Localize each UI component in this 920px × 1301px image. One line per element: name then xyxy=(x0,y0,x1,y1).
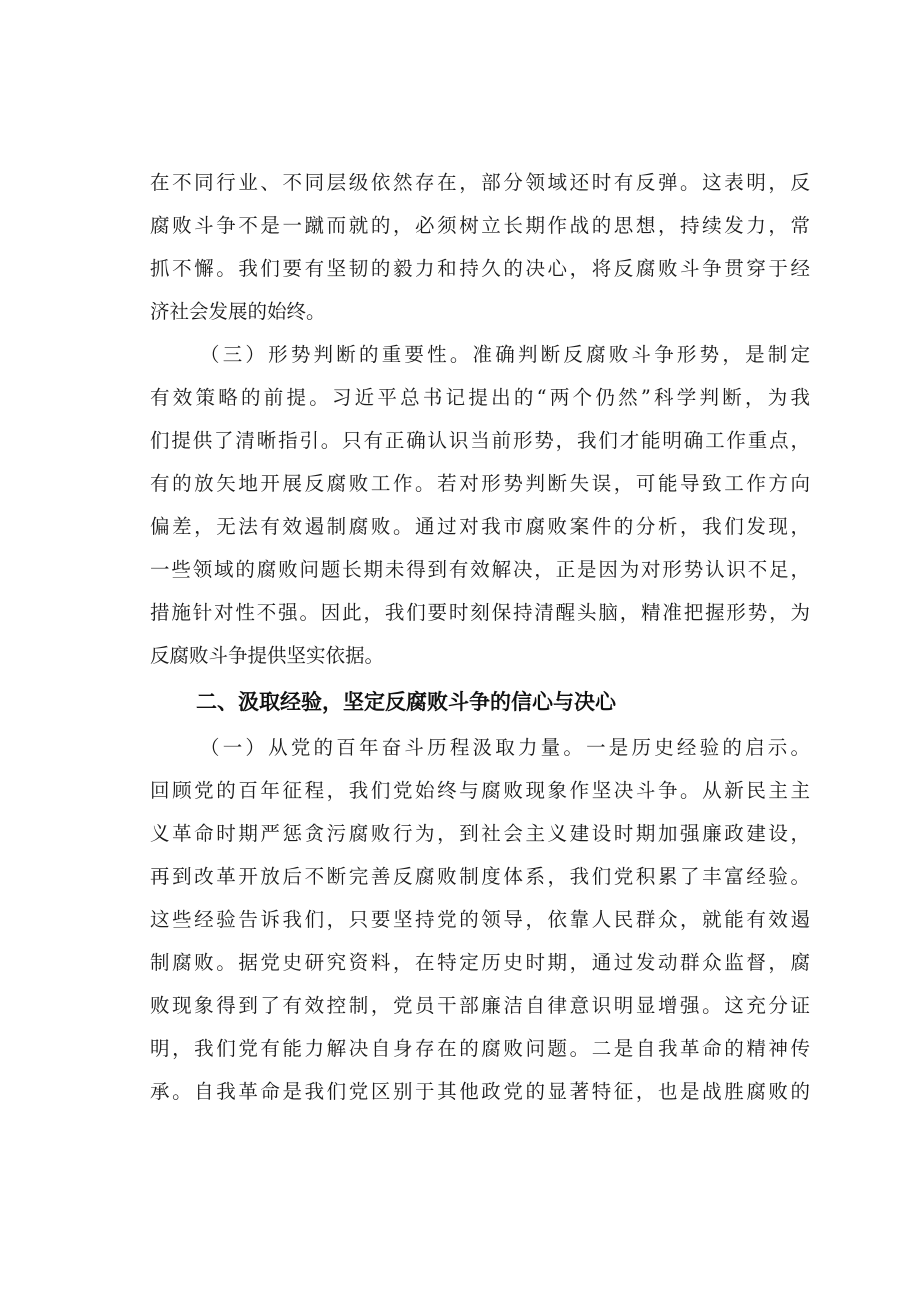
paragraph-line: 义革命时期严惩贪污腐败行为，到社会主义建设时期加强廉政建设， xyxy=(150,822,810,845)
paragraph-line: 承。自我革命是我们党区别于其他政党的显著特征，也是战胜腐败的 xyxy=(150,1080,810,1103)
paragraph-line: 在不同行业、不同层级依然存在，部分领域还时有反弹。这表明，反 xyxy=(150,171,810,194)
section-heading: 二、汲取经验，坚定反腐败斗争的信心与决心 xyxy=(196,690,616,714)
paragraph-line: （一）从党的百年奋斗历程汲取力量。一是历史经验的启示。 xyxy=(200,736,810,759)
paragraph-line: 偏差，无法有效遏制腐败。通过对我市腐败案件的分析，我们发现， xyxy=(150,515,810,538)
paragraph-line: 反腐败斗争提供坚实依据。 xyxy=(150,644,385,667)
paragraph-line: （三）形势判断的重要性。准确判断反腐败斗争形势，是制定 xyxy=(200,343,810,366)
paragraph-line: 济社会发展的始终。 xyxy=(150,300,326,323)
paragraph-line: 有的放矢地开展反腐败工作。若对形势判断失误，可能导致工作方向 xyxy=(150,472,810,495)
paragraph-line: 们提供了清晰指引。只有正确认识当前形势，我们才能明确工作重点， xyxy=(150,429,810,452)
paragraph-line: 抓不懈。我们要有坚韧的毅力和持久的决心，将反腐败斗争贯穿于经 xyxy=(150,257,810,280)
paragraph-line: 这些经验告诉我们，只要坚持党的领导，依靠人民群众，就能有效遏 xyxy=(150,908,810,931)
paragraph-line: 一些领域的腐败问题长期未得到有效解决，正是因为对形势认识不足， xyxy=(150,558,810,581)
paragraph-line: 回顾党的百年征程，我们党始终与腐败现象作坚决斗争。从新民主主 xyxy=(150,779,810,802)
paragraph-line: 腐败斗争不是一蹴而就的，必须树立长期作战的思想，持续发力，常 xyxy=(150,214,810,237)
paragraph-line: 再到改革开放后不断完善反腐败制度体系，我们党积累了丰富经验。 xyxy=(150,865,810,888)
paragraph-line: 败现象得到了有效控制，党员干部廉洁自律意识明显增强。这充分证 xyxy=(150,994,810,1017)
paragraph-line: 措施针对性不强。因此，我们要时刻保持清醒头脑，精准把握形势，为 xyxy=(150,601,810,624)
paragraph-line: 制腐败。据党史研究资料，在特定历史时期，通过发动群众监督，腐 xyxy=(150,951,810,974)
paragraph-line: 明，我们党有能力解决自身存在的腐败问题。二是自我革命的精神传 xyxy=(150,1037,810,1060)
paragraph-line: 有效策略的前提。习近平总书记提出的“两个仍然”科学判断，为我 xyxy=(150,386,810,409)
